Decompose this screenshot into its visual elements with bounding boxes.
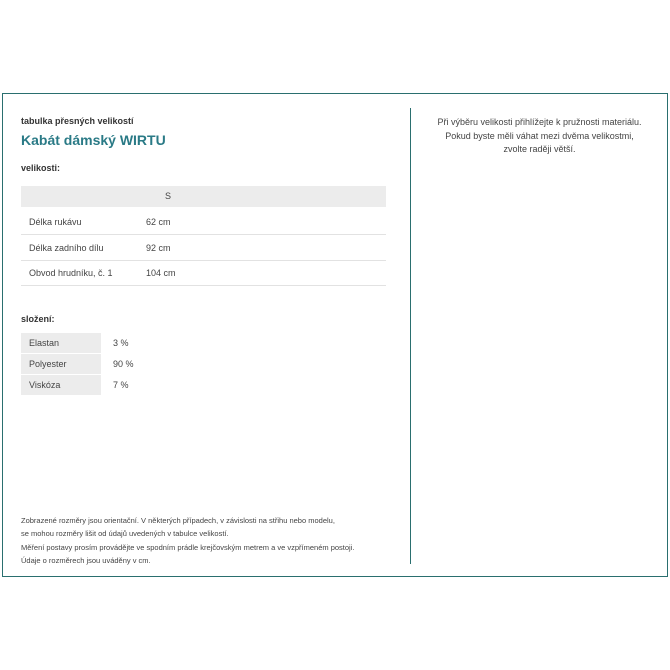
composition-label: složení: <box>21 314 55 324</box>
table-row <box>21 209 386 235</box>
material-percent: 3 % <box>113 338 129 348</box>
note-line: Zobrazené rozměry jsou orientační. V některých případech, v závislosti na střihu nebo modelu, <box>21 516 335 525</box>
advice-line: Při výběru velikosti přihlížejte k pružnosti materiálu. <box>437 117 642 127</box>
measure-name: Obvod hrudníku, č. 1 <box>29 268 113 278</box>
measure-value: 92 cm <box>146 243 171 253</box>
measure-value: 104 cm <box>146 268 176 278</box>
measurement-note <box>21 514 354 567</box>
advice-line: Pokud byste měli váhat mezi dvěma velikostmi, <box>445 130 634 141</box>
size-table-header <box>21 186 386 207</box>
advice-line: zvolte raději větší. <box>503 144 576 154</box>
measure-name: Délka rukávu <box>29 217 82 227</box>
material-percent: 90 % <box>113 359 134 369</box>
column-divider <box>410 108 411 564</box>
product-title: Kabát dámský WIRTU <box>21 132 166 148</box>
table-row <box>21 260 386 286</box>
sizes-label: velikosti: <box>21 163 61 173</box>
note-line: se mohou rozměry lišit od údajů uvedených v tabulce velikostí. <box>21 529 229 539</box>
size-column-label: S <box>165 191 172 201</box>
size-chart-card <box>2 93 668 577</box>
measure-value: 62 cm <box>146 217 171 227</box>
size-advice <box>411 116 668 157</box>
material-name: Polyester <box>21 354 101 374</box>
table-row <box>21 235 386 261</box>
note-line: Údaje o rozměrech jsou uváděny v cm. <box>21 555 151 565</box>
material-name: Elastan <box>21 333 101 353</box>
material-percent: 7 % <box>113 380 129 390</box>
note-line: Měření postavy prosím provádějte ve spodním prádle krejčovským metrem a ve vzpřímeném postoji. <box>21 542 355 552</box>
material-name: Viskóza <box>21 375 101 395</box>
measure-name: Délka zadního dílu <box>29 243 104 253</box>
chart-caption: tabulka přesných velikostí <box>21 116 134 126</box>
